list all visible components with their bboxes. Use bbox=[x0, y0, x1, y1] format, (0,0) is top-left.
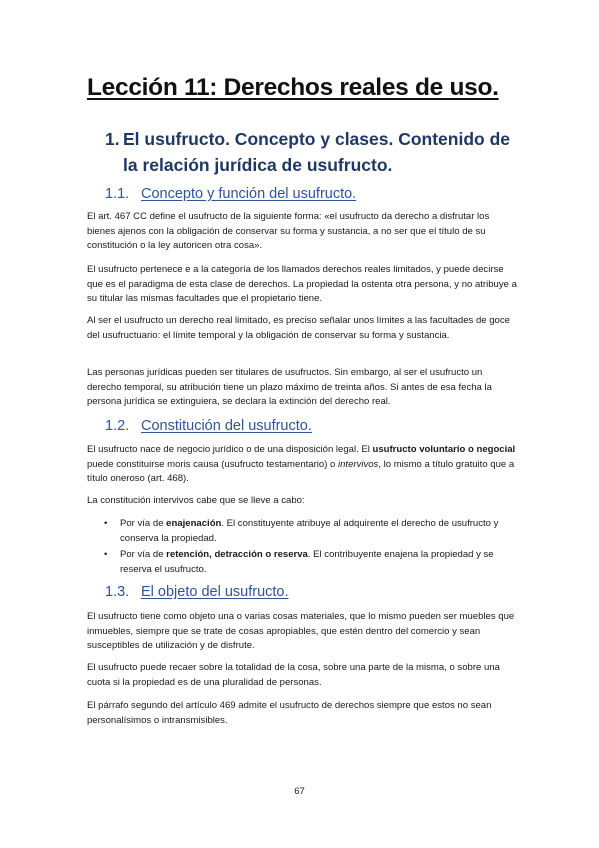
bullet-icon: • bbox=[104, 518, 108, 529]
text-run: . El constituyente atribuye al adquirente el derecho de usufructo y conserva la propiedad. bbox=[120, 518, 499, 544]
subsection-number: 1.1. bbox=[105, 186, 130, 202]
paragraph: El párrafo segundo del artículo 469 admite el usufructo de derechos siempre que estos no sean personalísimos o intransmisibles. bbox=[87, 700, 492, 726]
section-number: 1. bbox=[105, 129, 120, 149]
paragraph: Al ser el usufructo un derecho real limitado, es preciso señalar unos límites a las facultades de goce del usufructuario: el límite temporal y la obligación de conservar su forma y sustancia. bbox=[87, 315, 510, 341]
text-run: , lo mismo a título gratuito que a título oneroso (art. 468). bbox=[87, 458, 515, 485]
bold-term: enajenación bbox=[166, 518, 222, 529]
list-item bbox=[87, 517, 517, 546]
text-run: puede constituirse moris causa (usufructo testamentario) o bbox=[87, 458, 338, 470]
section-title: El usufructo. Concepto y clases. Contenido de la relación jurídica de usufructo. bbox=[123, 129, 510, 175]
bold-term: retención, detracción o reserva bbox=[166, 549, 308, 561]
paragraph: La constitución intervivos cabe que se lleve a cabo: bbox=[87, 495, 305, 506]
subsection-title: Concepto y función del usufructo. bbox=[141, 186, 357, 202]
paragraph: Las personas jurídicas pueden ser titulares de usufructos. Sin embargo, al ser el usufructo un derecho temporal, su atribución tiene un plazo máximo de treinta años. Si antes de esa fecha la persona jurídica se extinguiera, se declara la extinción del derecho real. bbox=[87, 367, 492, 408]
paragraph: El usufructo tiene como objeto una o varias cosas materiales, que lo mismo pueden ser muebles que inmuebles, siempre que se trate de cosas apropiables, que estén dentro del comercio y sean susceptibles de utilización y de disfrute. bbox=[87, 611, 515, 652]
paragraph: El usufructo puede recaer sobre la totalidad de la cosa, sobre una parte de la misma, o sobre una cuota si la propiedad es de una pluralidad de personas. bbox=[87, 662, 500, 688]
paragraph: El usufructo pertenece e a la categoría de los llamados derechos reales limitados, y puede decirse que es el paradigma de esta clase de derechos. La propiedad la ostenta otra persona, y no atribuye a su titular las mismas facultades que el propietario tiene. bbox=[87, 264, 517, 305]
text-run: Por vía de bbox=[120, 549, 167, 561]
subsection-title: El objeto del usufructo. bbox=[141, 584, 289, 600]
text-run: El usufructo nace de negocio jurídico o de una disposición legal. El bbox=[87, 444, 373, 455]
subsection-number: 1.3. bbox=[105, 584, 130, 600]
bold-term: usufructo voluntario o negocial bbox=[372, 444, 516, 455]
bullet-icon: • bbox=[104, 549, 108, 561]
subsection-heading-1-1 bbox=[105, 186, 356, 202]
paragraph bbox=[87, 443, 517, 487]
subsection-heading-1-2 bbox=[105, 418, 312, 434]
page-number: 67 bbox=[294, 786, 305, 797]
section-heading bbox=[105, 126, 525, 178]
lesson-title: Lección 11: Derechos reales de uso. bbox=[87, 74, 499, 101]
list-item bbox=[87, 548, 517, 577]
subsection-title: Constitución del usufructo. bbox=[141, 418, 312, 434]
paragraph: El art. 467 CC define el usufructo de la siguiente forma: «el usufructo da derecho a disfrutar los bienes ajenos con la obligación de conservar su forma y sustancia, a no ser que el título de su constitución o la ley autoricen otra cosa». bbox=[87, 211, 490, 252]
subsection-heading-1-3 bbox=[105, 584, 289, 600]
italic-term: intervivos bbox=[338, 458, 379, 470]
subsection-number: 1.2. bbox=[105, 418, 130, 434]
text-run: . El contribuyente enajena la propiedad y se reserva el usufructo. bbox=[120, 549, 494, 575]
bullet-list bbox=[87, 517, 517, 579]
text-run: Por vía de bbox=[120, 518, 167, 529]
